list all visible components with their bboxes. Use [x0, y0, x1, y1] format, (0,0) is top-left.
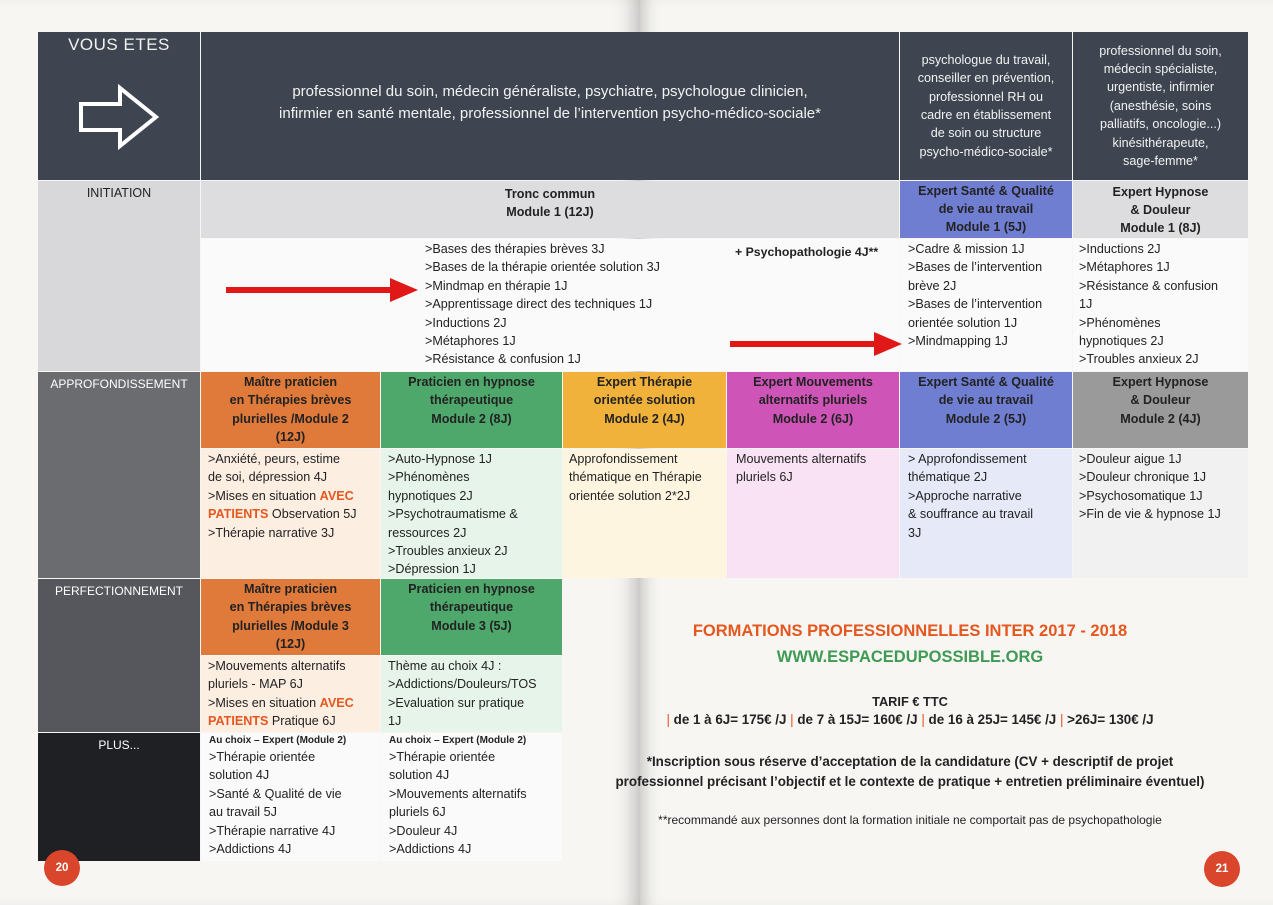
expert-solution-m2-title-cell [563, 372, 726, 448]
tronc-item: >Apprentissage direct des techniques 1J [425, 297, 653, 312]
tronc-commun-title: Tronc commun Module 1 (12J) [504, 187, 596, 220]
praticien-hypnose-m3-title-cell [381, 579, 562, 655]
red-arrow-icon [226, 278, 418, 302]
expert-sante-m2-items: > Approfondissement thématique 2J >Approche narrative & souffrance au travail 3J [908, 452, 1034, 540]
perfectionnement-row-label [38, 579, 200, 732]
page-number-right: 21 [1204, 851, 1240, 887]
website-link[interactable]: WWW.ESPACEDUPOSSIBLE.ORG [776, 648, 1044, 666]
tronc-item: >Mindmap en thérapie 1J [425, 278, 568, 293]
maitre-praticien-m2-items: >Anxiété, peurs, estime de soi, dépression 4J >Mises en situation AVEC PATIENTS Observation 5J >Thérapie narrative 3J [208, 452, 357, 540]
praticien-hypnose-m3-items-cell [381, 656, 562, 732]
maitre-praticien-m3-items-cell [201, 656, 380, 732]
expert-mouvements-m2-title: Expert Mouvements alternatifs pluriels Module 2 (6J) [753, 375, 873, 426]
expert-sante-m1-title-cell [900, 181, 1072, 238]
praticien-hypnose-m2-items: >Auto-Hypnose 1J >Phénomènes hypnotiques 2J >Psychotraumatisme & ressources 2J >Troubles anxieux 2J >Dépression 1J [388, 452, 518, 577]
plus-choice-2-items: >Thérapie orientée solution 4J >Mouvements alternatifs pluriels 6J >Douleur 4J >Addictions 4J [389, 750, 527, 857]
maitre-praticien-m2-title-cell [201, 372, 380, 448]
expert-hypnose-m2-items: >Douleur aigue 1J >Douleur chronique 1J >Psychosomatique 1J >Fin de vie & hypnose 1J [1079, 452, 1221, 522]
praticien-hypnose-m2-title: Praticien en hypnose thérapeutique Module 2 (8J) [408, 375, 535, 426]
praticien-hypnose-m2-items-cell [381, 449, 562, 578]
tronc-item: >Métaphores 1J [425, 334, 516, 349]
praticien-hypnose-m3-title: Praticien en hypnose thérapeutique Module 3 (5J) [408, 582, 535, 633]
header-audience-main-text: professionnel du soin, médecin généraliste, psychiatre, psychologue clinicien, infirmier en santé mentale, professionnel de l’intervention psycho-médico-sociale* [279, 83, 821, 122]
expert-hypnose-m2-title-cell [1073, 372, 1248, 448]
tarif-prices: | de 1 à 6J= 175€ /J | de 7 à 15J= 160€ /J | de 16 à 25J= 145€ /J | >26J= 130€ /J [666, 712, 1154, 727]
header-audience-travail-text: psychologue du travail, conseiller en prévention, professionnel RH ou cadre en établissement de soin ou structure psycho-médico-sociale* [917, 52, 1055, 159]
perfectionnement-label: PERFECTIONNEMENT [54, 584, 183, 598]
psychopathologie-note: + Psychopathologie 4J** [735, 245, 879, 259]
expert-solution-m2-items: Approfondissement thématique en Thérapie orientée solution 2*2J [569, 452, 702, 503]
plus-choice-2-title: Au choix – Expert (Module 2) [389, 735, 527, 746]
tronc-commun-title-cell [201, 181, 899, 238]
right-arrow-outline-icon [78, 84, 160, 150]
initiation-label: INITIATION [86, 186, 152, 200]
vous-etes-label: VOUS ETES [68, 35, 170, 54]
expert-hypnose-m2-items-cell [1073, 449, 1248, 578]
price-tier: de 7 à 15J= 160€ /J [793, 712, 922, 727]
expert-sante-m2-items-cell [900, 449, 1072, 578]
maitre-praticien-m2-items-cell [201, 449, 380, 578]
vous-etes-cell [38, 32, 200, 180]
plus-choice-1-cell [201, 733, 380, 861]
maitre-praticien-m3-title-cell [201, 579, 380, 655]
plus-choice-2-cell [381, 733, 562, 861]
expert-hypnose-m1-items-cell [1073, 239, 1248, 371]
maitre-praticien-m2-title: Maître praticien en Thérapies brèves plurielles /Module 2 (12J) [229, 375, 352, 445]
expert-hypnose-m2-title: Expert Hypnose & Douleur Module 2 (4J) [1112, 375, 1209, 426]
approfondissement-row-label [38, 372, 200, 578]
praticien-hypnose-m3-items: Thème au choix 4J : >Addictions/Douleurs/TOS >Evaluation sur pratique 1J [388, 659, 537, 729]
expert-hypnose-m1-items: >Inductions 2J >Métaphores 1J >Résistance & confusion 1J >Phénomènes hypnotiques 2J >Troubles anxieux 2J [1079, 242, 1218, 367]
approfondissement-label: APPROFONDISSEMENT [50, 377, 188, 391]
expert-solution-m2-title: Expert Thérapie orientée solution Module 2 (4J) [593, 375, 696, 426]
tronc-commun-items [425, 240, 660, 369]
praticien-hypnose-m2-title-cell [381, 372, 562, 448]
expert-hypnose-m1-title-cell [1073, 181, 1248, 238]
price-tier: de 16 à 25J= 145€ /J [924, 712, 1060, 727]
expert-sante-m1-title: Expert Santé & Qualité de vie au travail Module 1 (5J) [918, 184, 1054, 234]
expert-mouvements-m2-items: Mouvements alternatifs pluriels 6J [736, 452, 867, 485]
expert-sante-m2-title: Expert Santé & Qualité de vie au travail Module 2 (5J) [918, 375, 1054, 426]
tarif-label: TARIF € TTC [872, 694, 948, 709]
formations-title: FORMATIONS PROFESSIONNELLES INTER 2017 - 2018 [692, 622, 1128, 640]
expert-solution-m2-items-cell [563, 449, 726, 578]
tronc-item: >Bases de la thérapie orientée solution 3J [425, 260, 660, 275]
maitre-praticien-m3-items: >Mouvements alternatifs pluriels - MAP 6J >Mises en situation AVEC PATIENTS Pratique 6J [208, 659, 354, 729]
plus-choice-1-title: Au choix – Expert (Module 2) [209, 735, 347, 746]
expert-mouvements-m2-title-cell [727, 372, 899, 448]
tronc-item: >Résistance & confusion 1J [425, 352, 581, 367]
expert-sante-m1-items-cell [900, 239, 1072, 371]
psychopathologie-footnote: **recommandé aux personnes dont la formation initiale ne comportait pas de psychopathologie [658, 813, 1162, 827]
expert-hypnose-m1-title: Expert Hypnose & Douleur Module 1 (8J) [1112, 185, 1209, 235]
tronc-item: >Bases des thérapies brèves 3J [425, 242, 605, 256]
price-tier: >26J= 130€ /J [1063, 712, 1154, 727]
plus-label: PLUS... [98, 738, 140, 752]
expert-sante-m1-items: >Cadre & mission 1J >Bases de l’intervention brève 2J >Bases de l’intervention orientée solution 1J >Mindmapping 1J [908, 242, 1043, 349]
page-number-left: 20 [44, 850, 80, 886]
expert-mouvements-m2-items-cell [727, 449, 899, 578]
header-audience-travail [900, 32, 1072, 180]
header-audience-soin-text: professionnel du soin, médecin spécialiste, urgentiste, infirmier (anesthésie, soins palliatifs, oncologie...) kinésithérapeute, sage-femme* [1099, 43, 1222, 169]
price-tier: de 1 à 6J= 175€ /J [669, 712, 791, 727]
expert-sante-m2-title-cell [900, 372, 1072, 448]
plus-row-label [38, 733, 200, 861]
inscription-note: *Inscription sous réserve d’acceptation de la candidature (CV + descriptif de projet professionnel précisant l’objectif et le contexte de pratique + entretien préliminaire éventuel) [615, 754, 1205, 789]
header-audience-soin [1073, 32, 1248, 180]
red-arrow-icon [730, 332, 902, 356]
maitre-praticien-m3-title: Maître praticien en Thérapies brèves plurielles /Module 3 (12J) [229, 582, 352, 652]
plus-choice-1-items: >Thérapie orientée solution 4J >Santé & Qualité de vie au travail 5J >Thérapie narrative 4J >Addictions 4J [209, 750, 342, 857]
tronc-item: >Inductions 2J [425, 315, 507, 330]
header-audience-main [201, 32, 899, 180]
initiation-row-label [38, 181, 200, 371]
